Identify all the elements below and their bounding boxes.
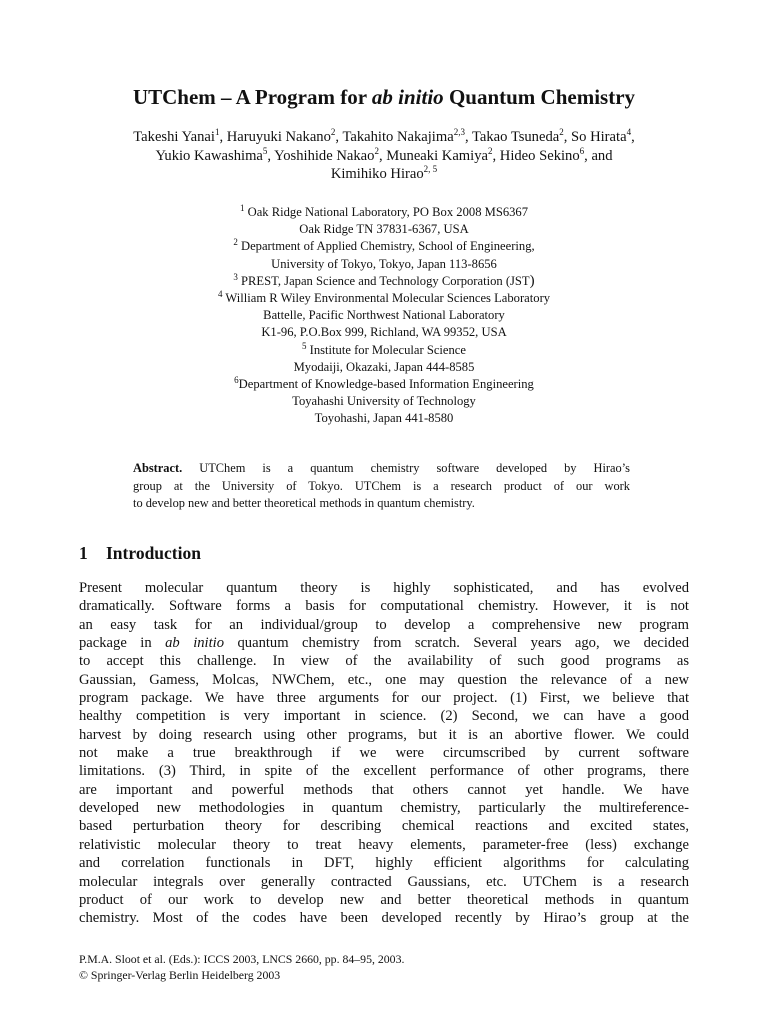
intro-text: quantum chemistry from scratch. Several years ago, we decided [224, 635, 689, 652]
affiliation-sup: 3 [233, 271, 238, 282]
author-sup: 2 [559, 127, 564, 138]
affiliation-line: PREST, Japan Science and Technology Corporation (JST [241, 273, 530, 288]
abstract-label: Abstract. [133, 461, 183, 475]
author: Yoshihide Nakao [274, 147, 375, 164]
abstract-line: to develop new and better theoretical methods in quantum chemistry. [133, 496, 475, 511]
affiliation-sup: 2 [233, 237, 238, 248]
affiliation-line: Myodaiji, Okazaki, Japan 444-8585 [293, 359, 475, 374]
intro-line: Present molecular quantum theory is highly sophisticated, and has evolved [79, 580, 689, 596]
intro-italic: ab initio [165, 635, 225, 652]
abstract [133, 460, 630, 513]
author: Takao Tsuneda [471, 129, 560, 145]
affiliation-sup: 1 [239, 202, 245, 213]
intro-line [79, 634, 689, 652]
affiliation-line: Battelle, Pacific Northwest National Laboratory [263, 308, 505, 323]
author-sup: 4 [626, 127, 632, 138]
intro-line: to accept this challenge. In view of the availability of such good programs as [79, 653, 689, 670]
affiliation-line: Oak Ridge TN 37831-6367, USA [299, 222, 469, 237]
author-sup: 1 [214, 127, 220, 138]
paper-title [0, 84, 768, 110]
affiliation-line: Department of Knowledge-based Information Engineering [238, 377, 534, 392]
affiliation-list [100, 204, 668, 428]
author: So Hirata [571, 129, 627, 145]
affiliation-line: William R Wiley Environmental Molecular Sciences Laboratory [225, 291, 551, 306]
affiliation-paren: ) [529, 272, 535, 289]
intro-line: product of our work to develop new and better theoretical methods in quantum [79, 891, 689, 908]
abstract-line [133, 460, 630, 478]
affiliation-sup: 5 [302, 340, 307, 351]
intro-text: package in [79, 635, 166, 652]
title-prefix: UTChem – A Program for [132, 85, 372, 109]
intro-line: program package. We have three arguments for our project. (1) First, we believe that [79, 690, 689, 707]
affiliation-sup: 4 [217, 288, 223, 299]
intro-line: and correlation functionals in DFT, highly efficient algorithms for calculating [79, 855, 689, 872]
intro-line: dramatically. Software forms a basis for computational chemistry. However, it is not [79, 598, 689, 615]
author-list: Takeshi Yanai$^1$, Haruyuki Nakano$^2$, Takahito Nakajima$^{2,3}$, Takao Tsuneda$^2$, So Hirata$^4$, Yukio Kawashima$^5$, Yoshihide Nakao$^2$, Muneaki Kamiya$^2$, Hideo Sekino$^6$, and Kimihiko Hirao$^{2, 5}$ [133, 127, 635, 182]
author-sup: 2,3 [453, 127, 465, 138]
author-sup: 2 [487, 145, 493, 156]
affiliation-4 [100, 290, 668, 307]
author: Hideo Sekino [499, 147, 580, 164]
footer-citation: P.M.A. Sloot et al. (Eds.): ICCS 2003, LNCS 2660, pp. 84–95, 2003. [79, 952, 405, 966]
intro-line: harvest by doing research using other programs, but it is an abortive flower. We could [79, 726, 689, 743]
intro-line: limitations. (3) Third, in spite of the excellent performance of other programs, there [79, 763, 689, 780]
author-sup: 6 [579, 145, 585, 156]
author: Takahito Nakajima [342, 129, 454, 145]
author-sup: 2 [330, 127, 336, 138]
author: Takeshi Yanai [133, 129, 215, 145]
affiliation-6 [100, 376, 668, 393]
affiliation-line: Toyohashi, Japan 441-8580 [314, 411, 454, 426]
intro-line: an easy task for an individual/group to develop a comprehensive new program [79, 616, 689, 633]
author-sup: 5 [262, 145, 268, 156]
affiliation-line: K1-96, P.O.Box 999, Richland, WA 99352, USA [261, 325, 507, 340]
affiliation-line: Toyahashi University of Technology [292, 394, 476, 409]
intro-line: chemistry. Most of the codes have been developed recently by Hirao’s group at the [79, 910, 689, 927]
intro-line: not make a true breakthrough if we were circumscribed by current software [79, 745, 689, 762]
author-sup: 2, 5 [423, 164, 438, 175]
affiliation-line: Oak Ridge National Laboratory, PO Box 2008 MS6367 [247, 205, 529, 219]
affiliation-5 [100, 342, 668, 359]
intro-line: are important and powerful methods that others cannot yet handle. We have [79, 781, 689, 798]
affiliation-3 [100, 273, 668, 290]
intro-line: Gaussian, Gamess, Molcas, NWChem, etc., one may question the relevance of a new [79, 671, 689, 688]
affiliation-line: University of Tokyo, Tokyo, Japan 113-8656 [271, 256, 497, 271]
section-heading [79, 543, 201, 564]
intro-line: relativistic molecular theory to treat heavy elements, parameter-free (less) exchange [79, 836, 689, 853]
abstract-text: UTChem is a quantum chemistry software developed by Hirao’s [199, 461, 630, 475]
affiliation-line: Institute for Molecular Science [309, 342, 466, 357]
author-sup: 2 [374, 145, 379, 156]
author: Kimihiko Hirao [330, 166, 424, 182]
footer-copyright: © Springer-Verlag Berlin Heidelberg 2003 [79, 967, 281, 982]
author: Yukio Kawashima [155, 147, 263, 164]
section-title: Introduction [106, 543, 201, 563]
page-footer [79, 952, 404, 983]
affiliation-sup: 6 [234, 374, 239, 385]
affiliation-line: Department of Applied Chemistry, School of Engineering, [240, 239, 535, 254]
affiliation-2 [100, 238, 668, 255]
title-suffix: Quantum Chemistry [443, 85, 636, 109]
author: Muneaki Kamiya [386, 147, 488, 164]
intro-paragraph [79, 579, 689, 928]
affiliation-1 [100, 204, 668, 221]
intro-line: developed new methodologies in quantum chemistry, particularly the multireference- [79, 800, 689, 817]
author: Haruyuki Nakano [226, 129, 331, 145]
intro-line: molecular integrals over generally contracted Gaussians, etc. UTChem is a research [79, 873, 689, 890]
intro-line: healthy competition is very important in science. (2) Second, we can have a good [79, 708, 689, 725]
section-number: 1 [79, 543, 88, 563]
title-italic: ab initio [371, 85, 444, 109]
author-and: and [591, 147, 613, 164]
abstract-line: group at the University of Tokyo. UTChem is a research product of our work [133, 478, 630, 493]
intro-line: based perturbation theory for describing chemical reactions and excited states, [79, 818, 689, 835]
